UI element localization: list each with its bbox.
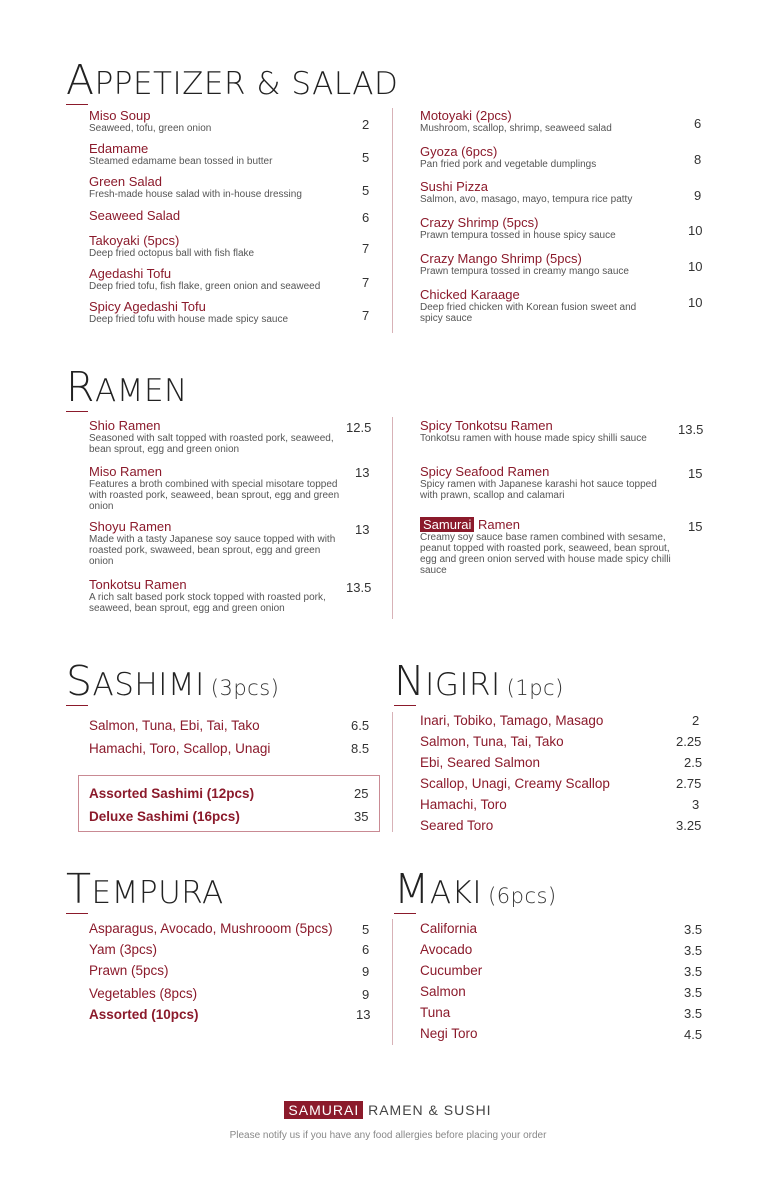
nigiri-item: Inari, Tobiko, Tamago, Masago xyxy=(420,713,604,728)
maki-item: Avocado xyxy=(420,942,473,957)
maki-item: Tuna xyxy=(420,1005,451,1020)
item-price: 3.5 xyxy=(684,943,703,958)
item-price: 6 xyxy=(362,942,370,957)
item-price: 10 xyxy=(688,223,703,238)
footer-brand xyxy=(0,1101,776,1119)
menu-item: Green Salad Fresh-made house salad with in-house dressing xyxy=(89,174,302,200)
item-price: 7 xyxy=(362,241,370,256)
samurai-tag: Samurai xyxy=(420,517,474,532)
item-price: 3.5 xyxy=(684,1006,703,1021)
menu-item: Spicy Tonkotsu Ramen Tonkotsu ramen with house made spicy shilli sauce xyxy=(420,418,647,444)
maki-heading: MAKI (6pcs) xyxy=(394,865,557,913)
nigiri-item: Scallop, Unagi, Creamy Scallop xyxy=(420,776,610,791)
menu-item: Tonkotsu Ramen A rich salt based pork stock topped with roasted pork, seaweed, bean sprout, egg and green onion xyxy=(89,577,326,614)
maki-item: California xyxy=(420,921,478,936)
sashimi-item: Hamachi, Toro, Scallop, Unagi xyxy=(89,741,271,756)
item-price: 4.5 xyxy=(684,1027,703,1042)
item-price: 5 xyxy=(362,150,370,165)
item-price: 5 xyxy=(362,922,370,937)
item-price: 3.5 xyxy=(684,964,703,979)
nigiri-item: Salmon, Tuna, Tai, Tako xyxy=(420,734,564,749)
appetizer-divider xyxy=(392,108,393,333)
item-price: 3.5 xyxy=(684,985,703,1000)
tempura-item: Asparagus, Avocado, Mushrooom (5pcs) xyxy=(89,921,333,936)
item-price: 6 xyxy=(694,116,702,131)
item-price: 35 xyxy=(354,809,369,824)
nigiri-item: Hamachi, Toro xyxy=(420,797,507,812)
item-price: 13 xyxy=(356,1007,371,1022)
item-price: 2 xyxy=(692,713,700,728)
item-price: 13.5 xyxy=(346,580,372,595)
nigiri-item: Ebi, Seared Salmon xyxy=(420,755,541,770)
menu-item: Edamame Steamed edamame bean tossed in butter xyxy=(89,141,273,167)
item-price: 12.5 xyxy=(346,420,372,435)
item-price: 6.5 xyxy=(351,718,370,733)
item-price: 3 xyxy=(692,797,700,812)
menu-item: Seaweed Salad xyxy=(89,208,181,223)
item-price: 7 xyxy=(362,275,370,290)
item-price: 8 xyxy=(694,152,702,167)
sashimi-set-item: Assorted Sashimi (12pcs) xyxy=(89,786,255,801)
item-price: 7 xyxy=(362,308,370,323)
item-price: 3.25 xyxy=(676,818,702,833)
item-price: 25 xyxy=(354,786,369,801)
nigiri-divider xyxy=(392,712,393,832)
brand-name: RAMEN & SUSHI xyxy=(368,1102,492,1118)
item-price: 6 xyxy=(362,210,370,225)
tempura-item: Yam (3pcs) xyxy=(89,942,158,957)
item-price: 9 xyxy=(362,964,370,979)
menu-item: Sushi Pizza Salmon, avo, masago, mayo, tempura rice patty xyxy=(420,179,633,205)
item-price: 2.5 xyxy=(684,755,703,770)
maki-divider xyxy=(392,919,393,1045)
menu-item: Spicy Seafood Ramen Spicy ramen with Japanese karashi hot sauce topped with prawn, scallop and calamari xyxy=(420,464,657,501)
sashimi-set-item: Deluxe Sashimi (16pcs) xyxy=(89,809,240,824)
nigiri-item: Seared Toro xyxy=(420,818,494,833)
tempura-item: Assorted (10pcs) xyxy=(89,1007,199,1022)
item-price: 5 xyxy=(362,183,370,198)
allergy-note: Please notify us if you have any food allergies before placing your order xyxy=(229,1130,547,1141)
menu-item: Crazy Mango Shrimp (5pcs) Prawn tempura tossed in creamy mango sauce xyxy=(420,251,629,277)
item-price: 13.5 xyxy=(678,422,704,437)
item-price: 2.25 xyxy=(676,734,702,749)
menu-item: Miso Ramen Features a broth combined with special misotare topped with roasted pork, seaweed, bean sprout, egg and green onion xyxy=(89,464,340,512)
item-price: 3.5 xyxy=(684,922,703,937)
nigiri-heading: NIGIRI (1pc) xyxy=(394,657,564,705)
sashimi-heading: SASHIMI (3pcs) xyxy=(66,657,280,705)
menu-item: Chicked Karaage Deep fried chicken with Korean fusion sweet and spicy sauce xyxy=(420,287,637,324)
sashimi-item: Salmon, Tuna, Ebi, Tai, Tako xyxy=(89,718,260,733)
item-price: 10 xyxy=(688,295,703,310)
maki-item: Cucumber xyxy=(420,963,483,978)
ramen-divider xyxy=(392,417,393,619)
maki-item: Negi Toro xyxy=(420,1026,478,1041)
tempura-item: Vegetables (8pcs) xyxy=(89,986,198,1001)
menu-item: Gyoza (6pcs) Pan fried pork and vegetable dumplings xyxy=(420,144,597,170)
item-price: 2.75 xyxy=(676,776,702,791)
item-price: 15 xyxy=(688,519,703,534)
menu-item: Shio Ramen Seasoned with salt topped with roasted pork, seaweed, bean sprout, egg and green onion xyxy=(89,418,334,455)
tempura-item: Prawn (5pcs) xyxy=(89,963,169,978)
brand-logo-tag: SAMURAI xyxy=(284,1101,363,1119)
tempura-heading: TEMPURA xyxy=(66,865,224,913)
appetizer-heading: APPETIZER & SALAD xyxy=(66,56,399,104)
maki-item: Salmon xyxy=(420,984,466,999)
menu-item: Motoyaki (2pcs) Mushroom, scallop, shrimp, seaweed salad xyxy=(420,108,612,134)
menu-item: Spicy Agedashi Tofu Deep fried tofu with house made spicy sauce xyxy=(89,299,288,325)
menu-item: Samurai Ramen Creamy soy sauce base ramen combined with sesame, peanut topped with roasted pork, seaweed, bean sprout, egg and green onion served with house made spicy chilli sauce xyxy=(420,517,671,576)
menu-item: Takoyaki (5pcs) Deep fried octopus ball with fish flake xyxy=(89,233,255,259)
menu-item: Crazy Shrimp (5pcs) Prawn tempura tossed in house spicy sauce xyxy=(420,215,616,241)
item-price: 10 xyxy=(688,259,703,274)
item-price: 9 xyxy=(694,188,702,203)
menu-item: Shoyu Ramen Made with a tasty Japanese soy sauce topped with with roasted pork, swaweed, bean sprout, egg and green onion xyxy=(89,519,336,567)
menu-item: Agedashi Tofu Deep fried tofu, fish flake, green onion and seaweed xyxy=(89,266,321,292)
item-price: 9 xyxy=(362,987,370,1002)
item-price: 2 xyxy=(362,117,370,132)
item-price: 13 xyxy=(355,465,370,480)
menu-item: Miso Soup Seaweed, tofu, green onion xyxy=(89,108,212,134)
item-price: 8.5 xyxy=(351,741,370,756)
ramen-heading: RAMEN xyxy=(66,363,188,411)
item-price: 13 xyxy=(355,522,370,537)
item-price: 15 xyxy=(688,466,703,481)
